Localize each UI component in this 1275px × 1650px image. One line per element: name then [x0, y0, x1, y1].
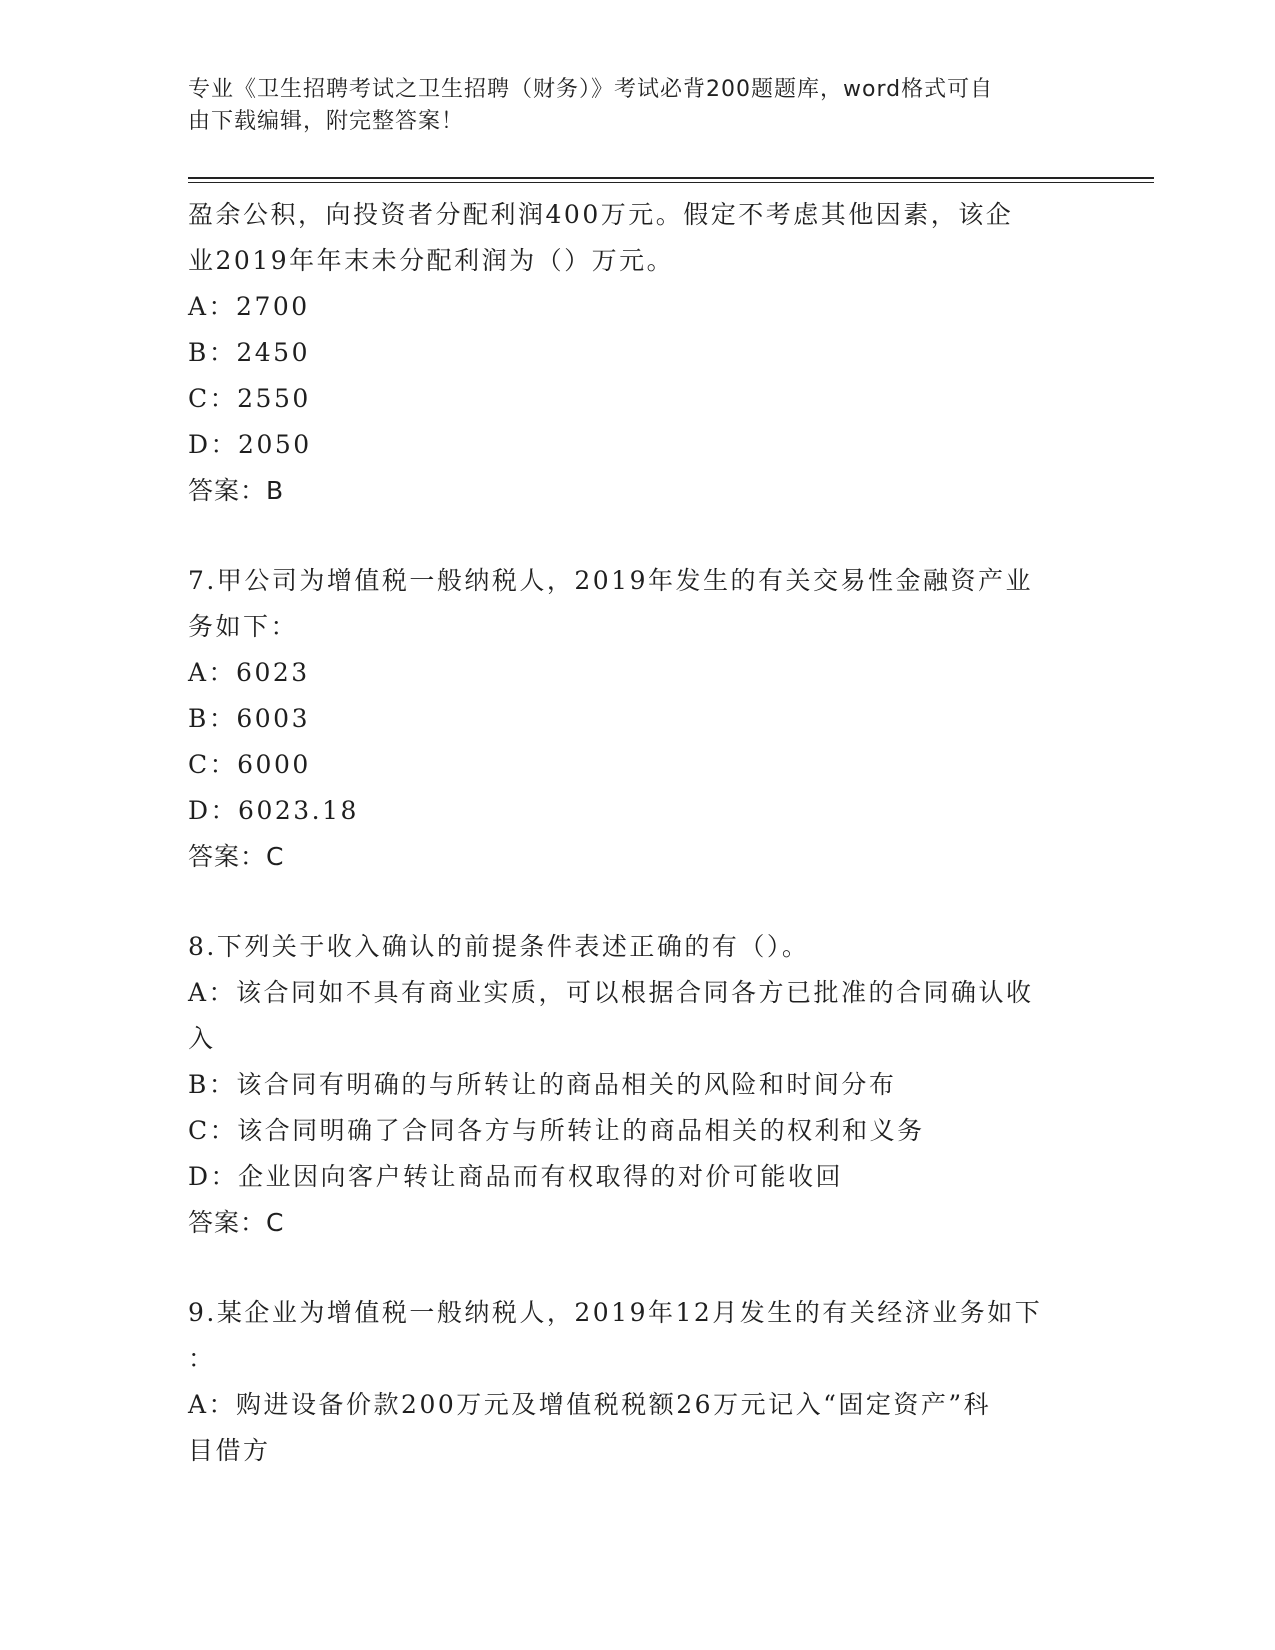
- option-b: B：该合同有明确的与所转让的商品相关的风险和时间分布: [188, 1070, 897, 1099]
- option-a: A：购进设备价款200万元及增值税税额26万元记入“固定资产”科: [188, 1390, 992, 1419]
- header-divider-thin: [188, 182, 1154, 183]
- option-b: B：6003: [188, 704, 310, 733]
- option-c: C：6000: [188, 750, 311, 779]
- document-header: [188, 74, 1088, 138]
- spacer: [188, 1246, 1088, 1290]
- option-d: D：企业因向客户转让商品而有权取得的对价可能收回: [188, 1162, 844, 1191]
- question-list: [188, 192, 1088, 1474]
- question-stem: ：: [188, 1344, 216, 1373]
- answer: 答案：C: [188, 842, 285, 871]
- question-8: [188, 924, 1088, 1246]
- option-a: A：2700: [188, 292, 310, 321]
- option-a-continued: 目借方: [188, 1436, 271, 1465]
- header-title-line-2: 由下载编辑，附完整答案！: [188, 109, 465, 134]
- question-6: [188, 192, 1088, 514]
- option-c: C：2550: [188, 384, 311, 413]
- header-divider-thick: [188, 177, 1154, 179]
- option-c: C：该合同明确了合同各方与所转让的商品相关的权利和义务: [188, 1116, 925, 1145]
- question-stem: 7.甲公司为增值税一般纳税人，2019年发生的有关交易性金融资产业: [188, 566, 1033, 595]
- option-d: D：2050: [188, 430, 312, 459]
- header-title-line-1: 专业《卫生招聘考试之卫生招聘（财务）》考试必背200题题库，word格式可自: [188, 77, 994, 102]
- spacer: [188, 880, 1088, 924]
- question-stem: 8.下列关于收入确认的前提条件表述正确的有（）。: [188, 932, 810, 961]
- option-b: B：2450: [188, 338, 310, 367]
- question-stem: 业2019年年末未分配利润为（）万元。: [188, 246, 675, 275]
- question-7: [188, 558, 1088, 880]
- question-stem: 务如下：: [188, 612, 299, 641]
- option-a: A：该合同如不具有商业实质，可以根据合同各方已批准的合同确认收: [188, 978, 1034, 1007]
- answer: 答案：B: [188, 476, 285, 505]
- option-d: D：6023.18: [188, 796, 359, 825]
- question-9: [188, 1290, 1088, 1474]
- option-a-continued: 入: [188, 1024, 216, 1053]
- answer: 答案：C: [188, 1208, 285, 1237]
- question-stem: 盈余公积，向投资者分配利润400万元。假定不考虑其他因素，该企: [188, 200, 1014, 229]
- question-stem: 9.某企业为增值税一般纳税人，2019年12月发生的有关经济业务如下: [188, 1298, 1043, 1327]
- option-a: A：6023: [188, 658, 310, 687]
- spacer: [188, 514, 1088, 558]
